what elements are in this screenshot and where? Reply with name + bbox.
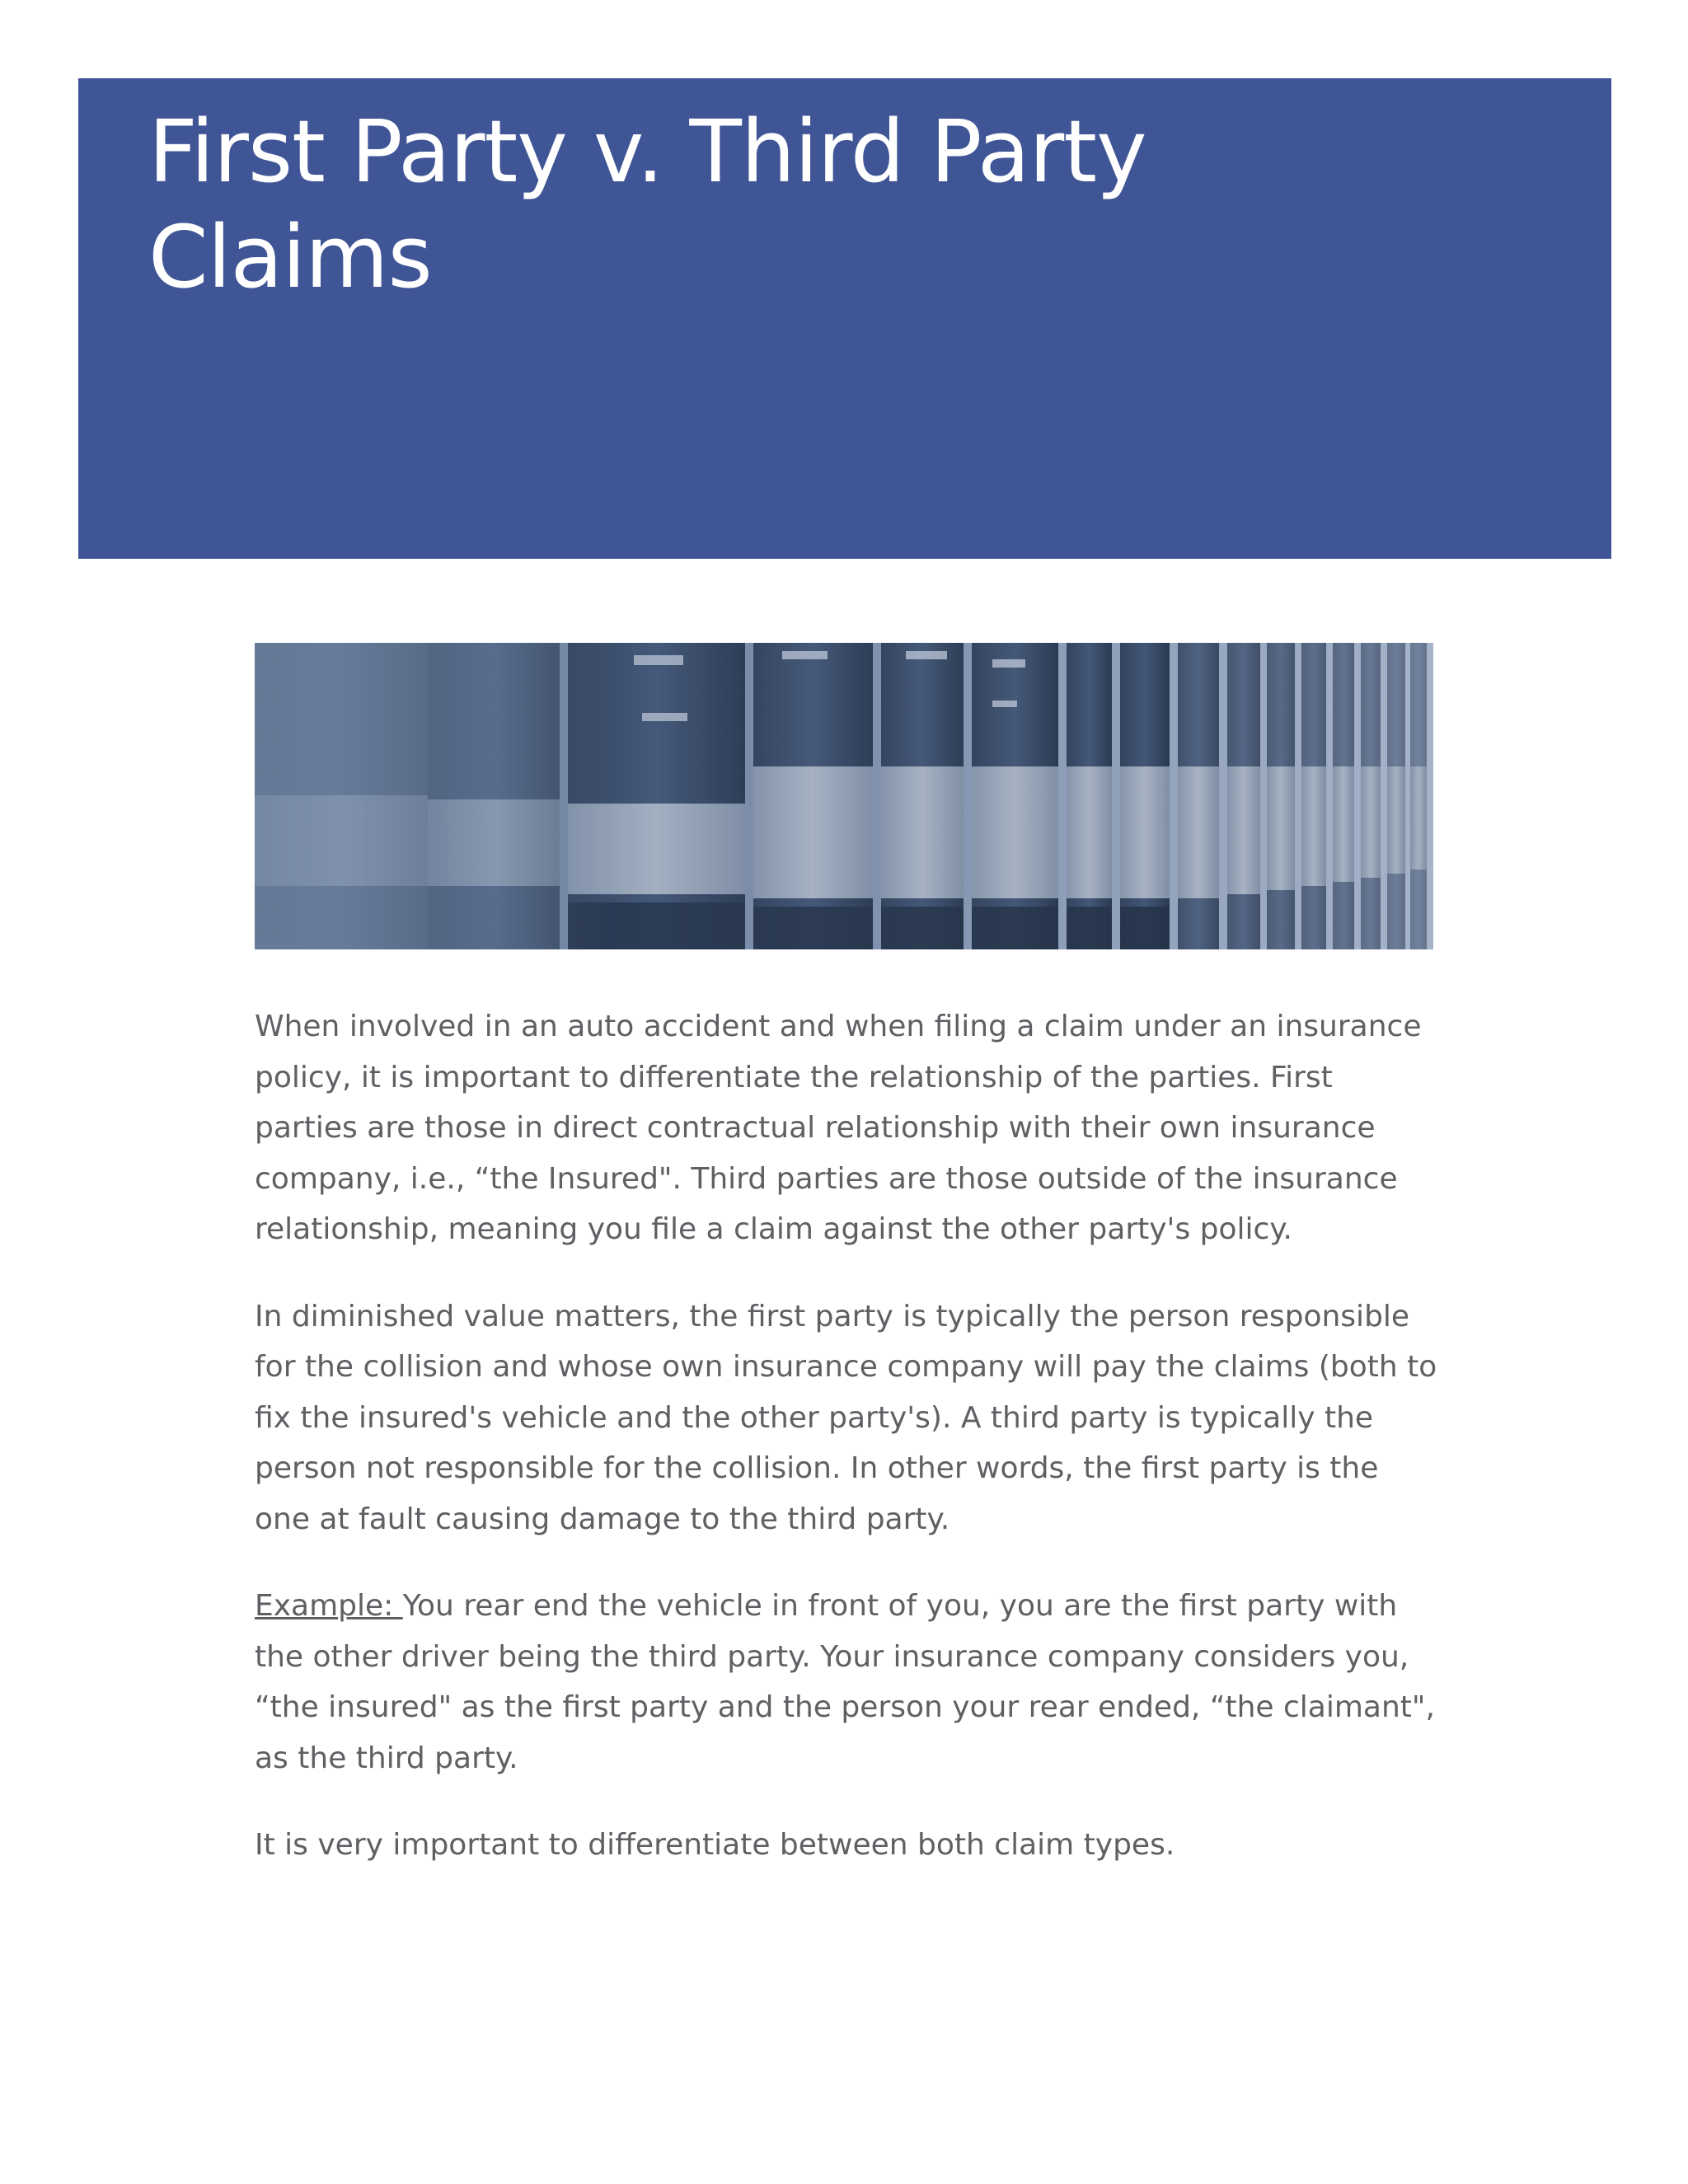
page-title — [148, 99, 1385, 310]
paragraph-example — [255, 1581, 1442, 1783]
page-title-line2: Claims — [148, 207, 432, 307]
example-text: You rear end the vehicle in front of you, you are the first party with the other driver being the third party. Your insurance company considers you, “the insured" as the first party and the person your rear ended, “the claimant", as the third party. — [255, 1589, 1435, 1775]
paragraph-conclusion: It is very important to differentiate between both claim types. — [255, 1828, 1175, 1862]
article-body — [255, 1001, 1442, 1907]
page-title-line1: First Party v. Third Party — [148, 101, 1146, 202]
paragraph-intro: When involved in an auto accident and when filing a claim under an insurance policy, it is important to differentiate the relationship of the parties. First parties are those in direct contractual relationship with their own insurance company, i.e., “the Insured". Third parties are those outside of the insurance relationship, meaning you file a claim against the other party's policy. — [255, 1010, 1422, 1246]
law-books-image — [255, 643, 1433, 949]
example-label: Example: — [255, 1589, 403, 1623]
paragraph-diminished-value: In diminished value matters, the first party is typically the person responsible for the collision and whose own insurance company will pay the claims (both to fix the insured's vehicle and the other party's). A third party is typically the person not responsible for the collision. In other words, the first party is the one at fault causing damage to the third party. — [255, 1299, 1437, 1536]
law-books-photo-icon — [255, 643, 1433, 949]
